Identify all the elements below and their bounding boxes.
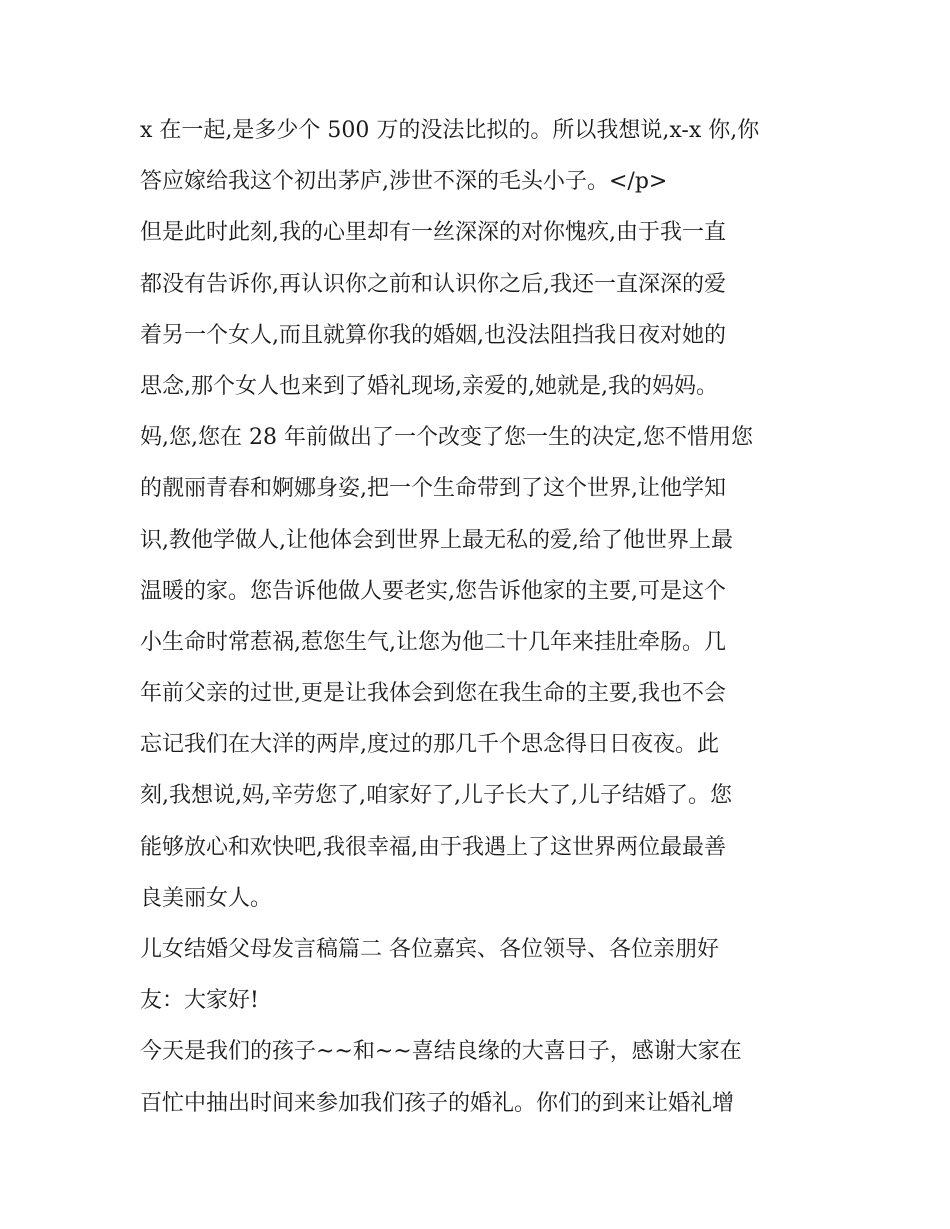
text-line: 刻,我想说,妈,辛劳您了,咱家好了,儿子长大了,儿子结婚了。您 <box>140 783 732 809</box>
text-line: 小生命时常惹祸,惹您生气,让您为他二十几年来挂肚牵肠。几 <box>140 629 726 655</box>
text-line: 忘记我们在大洋的两岸,度过的那几千个思念得日日夜夜。此 <box>140 732 719 758</box>
text-line: 识,教他学做人,让他体会到世界上最无私的爱,给了他世界上最 <box>140 527 733 553</box>
text-line: x 在一起,是多少个 500 万的没法比拟的。所以我想说,x-x 你,你 <box>140 118 760 143</box>
text-line: 思念,那个女人也来到了婚礼现场,亲爱的,她就是,我的妈妈。 <box>140 373 718 399</box>
text-line: 温暖的家。您告诉他做人要老实,您告诉他家的主要,可是这个 <box>140 578 726 604</box>
document-body <box>140 105 820 1129</box>
text-line: 年前父亲的过世,更是让我体会到您在我生命的主要,我也不会 <box>140 681 726 707</box>
text-line: 的靓丽青春和婀娜身姿,把一个生命带到了这个世界,让他学知 <box>140 476 726 502</box>
text-line: 良美丽女人。 <box>140 885 273 911</box>
greeting-line: 友：大家好! <box>140 988 259 1014</box>
text-line: 着另一个女人,而且就算你我的婚姻,也没法阻挡我日夜对她的 <box>140 322 726 348</box>
text-line: 妈,您,您在 28 年前做出了一个改变了您一生的决定,您不惜用您 <box>140 425 753 451</box>
text-line: 都没有告诉你,再认识你之前和认识你之后,我还一直深深的爱 <box>140 271 726 297</box>
text-line: 答应嫁给我这个初出茅庐,涉世不深的毛头小子。</p> <box>140 169 668 195</box>
text-line: 今天是我们的孩子~~和~~喜结良缘的大喜日子，感谢大家在 <box>140 1039 742 1065</box>
text-line: 百忙中抽出时间来参加我们孩子的婚礼。你们的到来让婚礼增 <box>140 1090 735 1116</box>
text-line: 但是此时此刻,我的心里却有一丝深深的对你愧疚,由于我一直 <box>140 220 726 246</box>
section-heading-line: 儿女结婚父母发言稿篇二 各位嘉宾、各位领导、各位亲朋好 <box>140 937 719 962</box>
text-line: 能够放心和欢快吧,我很幸福,由于我遇上了这世界两位最最善 <box>140 834 726 860</box>
